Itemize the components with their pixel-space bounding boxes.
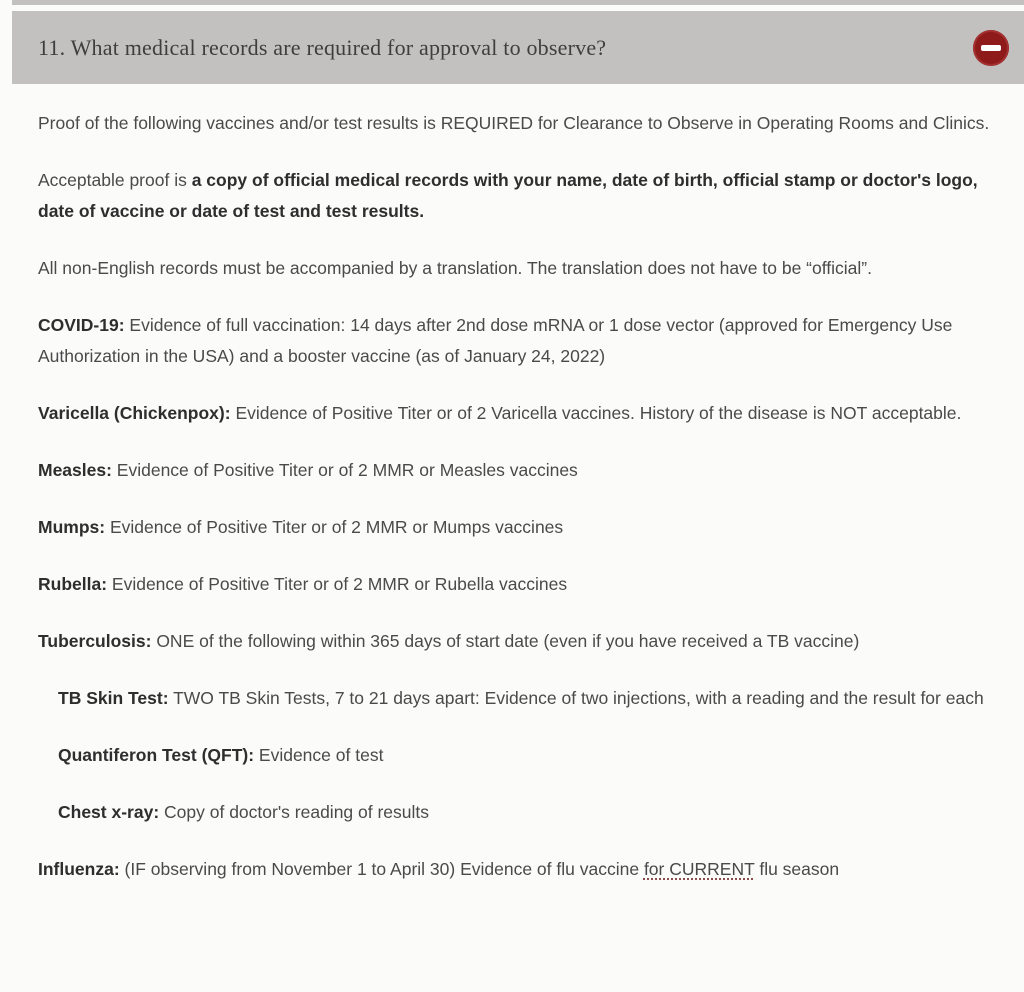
text-run: Proof of the following vaccines and/or test results is REQUIRED for Clearance to Observe in Operating Rooms and Clinics. [38, 113, 990, 133]
text-run: Acceptable proof is [38, 170, 192, 190]
text-run: ONE of the following within 365 days of start date (even if you have received a TB vaccine) [151, 631, 860, 651]
vaccine-label: Rubella: [38, 574, 108, 594]
test-label: Chest x-ray: [58, 802, 160, 822]
tb-skin-test-item [38, 683, 994, 714]
text-run: Evidence of test [254, 745, 384, 765]
rubella-requirement [38, 569, 994, 600]
text-run: TWO TB Skin Tests, 7 to 21 days apart: Evidence of two injections, with a reading and the result for each [168, 688, 984, 708]
vaccine-label: Varicella (Chickenpox): [38, 403, 231, 423]
text-run: Evidence of full vaccination: 14 days after 2nd dose mRNA or 1 dose vector (approved for Emergency Use Authorization in the USA) and a booster vaccine (as of January 24, 2022) [38, 315, 953, 366]
previous-accordion-edge [12, 0, 1024, 5]
chest-xray-item [38, 797, 994, 828]
quantiferon-test-item [38, 740, 994, 771]
vaccine-label: COVID-19: [38, 315, 125, 335]
accordion-header[interactable] [12, 11, 1024, 84]
covid19-requirement [38, 310, 994, 372]
text-run: (IF observing from November 1 to April 30) Evidence of flu vaccine [119, 859, 644, 879]
varicella-requirement [38, 398, 994, 429]
text-run: All non-English records must be accompanied by a translation. The translation does not have to be “official”. [38, 258, 872, 278]
vaccine-label: Tuberculosis: [38, 631, 152, 651]
vaccine-label: Measles: [38, 460, 112, 480]
tuberculosis-requirement [38, 626, 994, 657]
mumps-requirement [38, 512, 994, 543]
intro-paragraph [38, 108, 994, 139]
vaccine-label: Mumps: [38, 517, 106, 537]
translation-paragraph [38, 253, 994, 284]
accordion-answer-body [38, 84, 994, 885]
text-run: Evidence of Positive Titer or of 2 MMR or Measles vaccines [111, 460, 578, 480]
text-run: flu season [754, 859, 840, 879]
collapse-button[interactable] [973, 30, 1009, 66]
text-run: Evidence of Positive Titer or of 2 Varicella vaccines. History of the disease is NOT acceptable. [230, 403, 962, 423]
test-label: Quantiferon Test (QFT): [58, 745, 255, 765]
vaccine-label: Influenza: [38, 859, 120, 879]
text-run: Evidence of Positive Titer or of 2 MMR or Mumps vaccines [105, 517, 564, 537]
measles-requirement [38, 455, 994, 486]
minus-icon [981, 45, 1001, 51]
spellcheck-underlined-text: for CURRENT [643, 859, 755, 879]
question-title: 11. What medical records are required for approval to observe? [38, 34, 607, 60]
influenza-requirement [38, 854, 994, 885]
text-run: Copy of doctor's reading of results [159, 802, 430, 822]
text-run: Evidence of Positive Titer or of 2 MMR or Rubella vaccines [107, 574, 568, 594]
bold-text-run: a copy of official medical records with your name, date of birth, official stamp or doctor's logo, date of vaccine or date of test and test results. [38, 170, 978, 221]
acceptable-proof-paragraph [38, 165, 994, 227]
test-label: TB Skin Test: [58, 688, 169, 708]
